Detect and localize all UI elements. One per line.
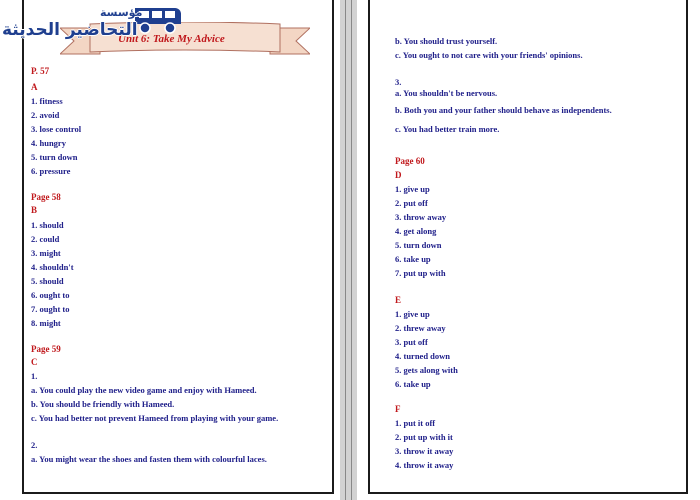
section-heading: Page 60 — [395, 156, 425, 166]
answer-line: 1. fitness — [31, 96, 63, 106]
logo-title: التحاضير الحديثة — [2, 20, 138, 40]
left-page — [0, 0, 340, 500]
answer-line: 4. hungry — [31, 138, 66, 148]
logo-subtitle: مؤسسة — [100, 6, 143, 19]
right-page — [357, 0, 700, 500]
answer-line: 8. might — [31, 318, 61, 328]
answer-line: 1. — [31, 371, 38, 381]
answer-line: c. You had better not prevent Hameed from playing with your game. — [31, 413, 279, 423]
answer-line: 2. avoid — [31, 110, 60, 120]
answer-line: 1. should — [31, 220, 64, 230]
answer-line: b. Both you and your father should behave as independents. — [395, 105, 612, 115]
answer-line: 4. turned down — [395, 351, 451, 361]
answer-line: 3. lose control — [31, 124, 82, 134]
section-heading: A — [31, 82, 38, 92]
page-gutter — [340, 0, 357, 500]
gutter-line-right — [351, 0, 352, 500]
answer-line: 2. threw away — [395, 323, 446, 333]
section-heading: B — [31, 205, 38, 215]
answer-line: 2. put up with it — [395, 432, 453, 442]
answer-line: 3. might — [31, 248, 61, 258]
answer-line: 1. put it off — [395, 418, 436, 428]
answer-line: b. You should trust yourself. — [395, 36, 498, 46]
answer-line: 5. turn down — [395, 240, 442, 250]
answer-line: 1. give up — [395, 309, 430, 319]
section-heading: Page 58 — [31, 192, 61, 202]
section-heading: D — [395, 170, 402, 180]
answer-line: c. You had better train more. — [395, 124, 500, 134]
answer-line: c. You ought to not care with your friends' opinions. — [395, 50, 583, 60]
answer-line: 3. put off — [395, 337, 428, 347]
answer-line: 1. give up — [395, 184, 430, 194]
answer-line: 6. pressure — [31, 166, 71, 176]
answer-line: 7. put up with — [395, 268, 446, 278]
logo — [0, 0, 185, 46]
answer-line: 3. throw away — [395, 212, 447, 222]
unit-title: Unit 6: Take My Advice — [118, 33, 225, 45]
section-heading: C — [31, 357, 38, 367]
section-heading: P. 57 — [31, 66, 50, 76]
answer-line: 6. take up — [395, 254, 431, 264]
answer-line: 4. throw it away — [395, 460, 454, 470]
section-heading: F — [395, 404, 401, 414]
section-heading: E — [395, 295, 402, 305]
answer-line: 5. should — [31, 276, 64, 286]
answer-line: 7. ought to — [31, 304, 70, 314]
answer-line: 6. ought to — [31, 290, 70, 300]
answer-line: 2. — [31, 440, 38, 450]
answer-line: a. You could play the new video game and enjoy with Hameed. — [31, 385, 257, 395]
gutter-line-left — [345, 0, 346, 500]
answer-line: 5. turn down — [31, 152, 78, 162]
answer-line: b. You should be friendly with Hameed. — [31, 399, 175, 409]
answer-line: 4. shouldn't — [31, 262, 74, 272]
answer-line: a. You shouldn't be nervous. — [395, 88, 498, 98]
answer-line: 2. put off — [395, 198, 428, 208]
answer-line: 3. — [395, 77, 402, 87]
answer-line: 2. could — [31, 234, 60, 244]
section-heading: Page 59 — [31, 344, 61, 354]
answer-line: 4. get along — [395, 226, 437, 236]
answer-line: 5. gets along with — [395, 365, 458, 375]
answer-line: 6. take up — [395, 379, 431, 389]
answer-line: 3. throw it away — [395, 446, 454, 456]
answer-line: a. You might wear the shoes and fasten them with colourful laces. — [31, 454, 267, 464]
